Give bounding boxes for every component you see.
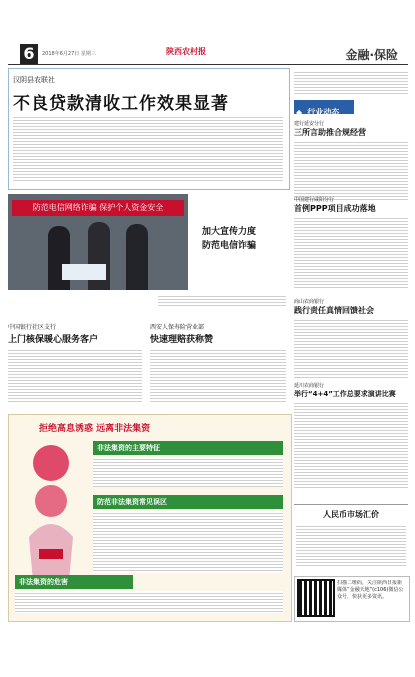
sidebar-item-3 [294, 298, 408, 378]
sidebar-item-1 [294, 120, 408, 200]
photo-leaflet [62, 264, 106, 280]
column-left-body [8, 348, 142, 404]
sidebar-item-3-kicker: 商山农商银行 [294, 299, 325, 305]
column-left-kicker: 中国银行社区支行 [8, 324, 57, 331]
exchange-rates-title: 人民币市场汇价 [323, 510, 379, 519]
photo-feature [8, 194, 288, 314]
exchange-rates-panel [294, 504, 408, 571]
sidebar-item-2-title: 首例PPP项目成功落地 [294, 204, 376, 213]
sidebar-item-1-body [294, 140, 408, 200]
lead-title: 不良贷款清收工作效果显著 [13, 94, 229, 114]
poster-box-3-title: 非法集资的危害 [15, 575, 133, 589]
photo-person [48, 226, 70, 290]
poster-box-2-body [93, 511, 283, 573]
sidebar-item-2-kicker: 中国建行咸阳分行 [294, 197, 335, 203]
paper-name: 陕西农村报 [166, 47, 206, 56]
sidebar-item-3-title: 践行责任真情回馈社会 [294, 306, 374, 315]
masthead-info [294, 70, 408, 96]
photo-caption-2: 防范电信诈骗 [202, 241, 257, 251]
bullet-icon: ◆ [296, 108, 303, 117]
poster-box-2 [93, 495, 283, 573]
column-mid-body [150, 348, 286, 404]
sidebar-item-1-title: 三所言助推合规经营 [294, 128, 366, 137]
sidebar-item-3-body [294, 318, 408, 378]
poster [8, 414, 292, 622]
column-mid [150, 322, 288, 406]
sidebar-item-4-title: 举行“4+4”工作总要求演讲比赛 [294, 390, 396, 398]
sidebar-item-4 [294, 382, 408, 489]
poster-title: 拒绝高息诱惑 远离非法集资 [39, 424, 151, 434]
news-photo [8, 194, 188, 290]
header-date: 2018年6月27日 星期三 [42, 51, 96, 57]
lead-kicker: 汉阴县农联社 [13, 76, 55, 84]
photo-person [126, 224, 148, 290]
money-bag-illustration [15, 441, 87, 591]
sidebar-item-2-body [294, 216, 408, 290]
column-left [8, 322, 144, 406]
poster-box-1-title: 非法集资的主要特征 [93, 441, 283, 455]
sidebar-section-title: 行业动态 [307, 108, 340, 117]
header-rule [8, 64, 408, 65]
poster-box-1 [93, 441, 283, 489]
poster-box-3-body [15, 591, 283, 613]
column-mid-title: 快速理赔获称赞 [150, 335, 214, 345]
sidebar-item-1-kicker: 建行延安分行 [294, 121, 325, 127]
sidebar-item-2 [294, 196, 408, 290]
photo-banner: 防范电信网络诈骗 保护个人资金安全 [12, 200, 184, 216]
qr-code [299, 581, 333, 615]
page-number: 6 [20, 44, 38, 64]
column-left-title: 上门核保暖心服务客户 [8, 335, 99, 345]
sidebar [294, 68, 408, 628]
photo-caption-1: 加大宣传力度 [202, 227, 257, 237]
qr-panel [294, 576, 410, 622]
sidebar-item-4-kicker: 延川农商银行 [294, 383, 325, 389]
lead-article [8, 68, 290, 190]
column-mid-kicker: 西安人保寿险营业部 [150, 324, 205, 331]
sidebar-section-header [294, 100, 354, 117]
poster-box-3 [15, 575, 283, 615]
exchange-rates-table [296, 524, 406, 566]
photo-caption-text [158, 294, 286, 308]
poster-box-2-title: 防范非法集资常见误区 [93, 495, 283, 509]
lead-body-text [13, 115, 283, 183]
qr-caption: 扫描二维码，关注陕西日报新媒体“金融天地”(c106)微信公众号，快获更多资讯。 [337, 580, 404, 600]
page-header [8, 44, 408, 66]
section-title: 金融·保险 [345, 48, 398, 62]
poster-box-1-body [93, 457, 283, 487]
sidebar-item-4-body [294, 401, 408, 489]
